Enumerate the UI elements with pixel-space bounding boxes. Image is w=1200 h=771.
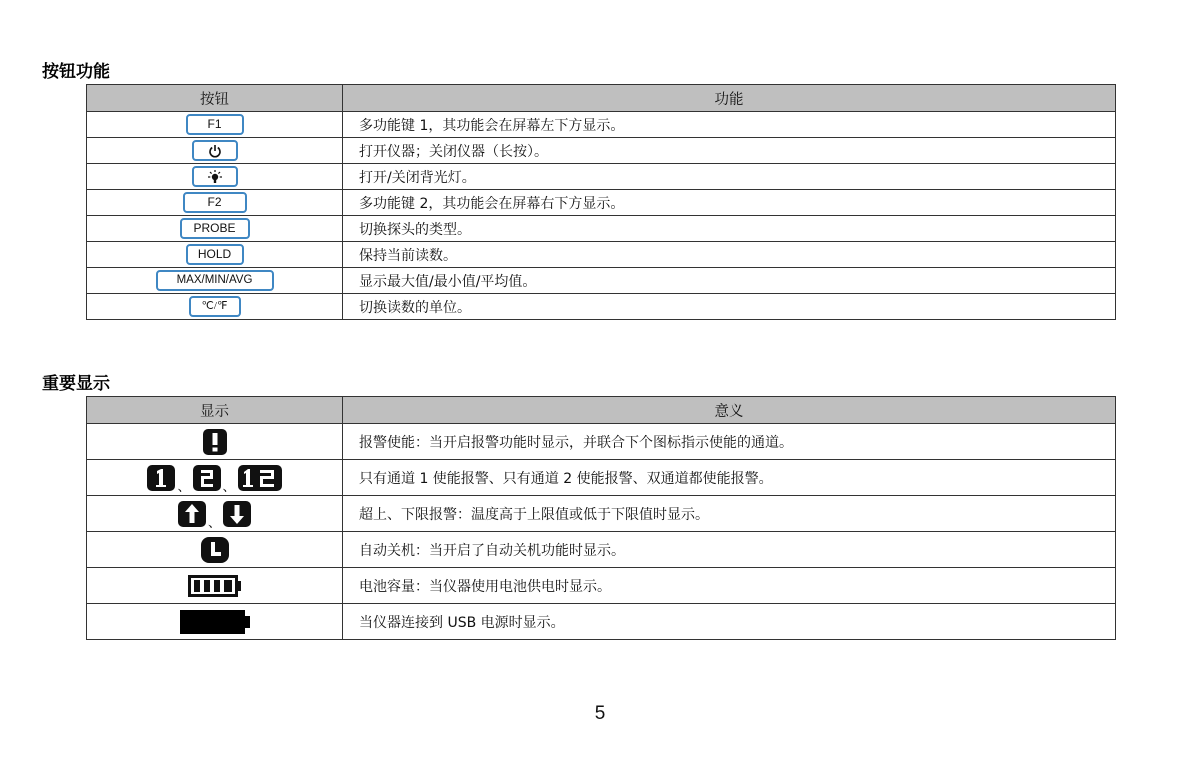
table-row	[87, 138, 1116, 164]
table-row	[87, 496, 1116, 532]
power-icon	[208, 144, 222, 158]
separator: 、	[177, 479, 191, 495]
table-row	[87, 164, 1116, 190]
section-title-display: 重要显示	[42, 374, 110, 394]
column-header-display: 显示	[87, 397, 343, 424]
table-row	[87, 568, 1116, 604]
table-header-row	[87, 397, 1116, 424]
hold-key: HOLD	[186, 244, 244, 265]
row-description: 保持当前读数。	[343, 242, 1116, 268]
table-row	[87, 532, 1116, 568]
column-header-meaning: 意义	[343, 397, 1116, 424]
row-description: 报警使能：当开启报警功能时显示，并联合下个图标指示使能的通道。	[343, 424, 1116, 460]
table-row	[87, 112, 1116, 138]
table-row	[87, 190, 1116, 216]
row-description: 打开仪器；关闭仪器（长按）。	[343, 138, 1116, 164]
up-arrow-icon	[178, 501, 206, 527]
separator: 、	[207, 515, 221, 531]
f2-key: F2	[183, 192, 247, 213]
column-header-function: 功能	[343, 85, 1116, 112]
channel-2-icon	[193, 465, 221, 491]
column-header-button: 按钮	[87, 85, 343, 112]
row-description: 只有通道 1 使能报警、只有通道 2 使能报警、双通道都使能报警。	[343, 460, 1116, 496]
power-key	[192, 140, 238, 161]
channel-12-icon	[238, 465, 282, 491]
table-row	[87, 216, 1116, 242]
unit-key: ℃/℉	[189, 296, 241, 317]
row-description: 多功能键 1，其功能会在屏幕左下方显示。	[343, 112, 1116, 138]
down-arrow-icon	[223, 501, 251, 527]
row-description: 显示最大值/最小值/平均值。	[343, 268, 1116, 294]
alarm-exclamation-icon	[203, 429, 227, 455]
row-description: 超上、下限报警：温度高于上限值或低于下限值时显示。	[343, 496, 1116, 532]
button-function-table	[86, 84, 1116, 320]
table-row	[87, 242, 1116, 268]
row-description: 当仪器连接到 USB 电源时显示。	[343, 604, 1116, 640]
battery-icon	[188, 575, 242, 597]
table-row	[87, 294, 1116, 320]
backlight-key	[192, 166, 238, 187]
table-row	[87, 604, 1116, 640]
row-description: 自动关机：当开启了自动关机功能时显示。	[343, 532, 1116, 568]
auto-off-clock-icon	[201, 537, 229, 563]
table-row	[87, 424, 1116, 460]
row-description: 切换探头的类型。	[343, 216, 1116, 242]
section-title-buttons: 按钮功能	[42, 62, 110, 82]
table-row	[87, 268, 1116, 294]
row-description: 多功能键 2，其功能会在屏幕右下方显示。	[343, 190, 1116, 216]
row-description: 打开/关闭背光灯。	[343, 164, 1116, 190]
channel-1-icon	[147, 465, 175, 491]
backlight-icon	[205, 170, 225, 184]
f1-key: F1	[186, 114, 244, 135]
row-description: 切换读数的单位。	[343, 294, 1116, 320]
max-min-avg-key: MAX/MIN/AVG	[156, 270, 274, 291]
display-meaning-table	[86, 396, 1116, 640]
usb-power-icon	[180, 610, 250, 634]
table-header-row	[87, 85, 1116, 112]
separator: 、	[222, 479, 236, 495]
table-row	[87, 460, 1116, 496]
page-number: 5	[594, 703, 606, 724]
row-description: 电池容量：当仪器使用电池供电时显示。	[343, 568, 1116, 604]
probe-key: PROBE	[180, 218, 250, 239]
